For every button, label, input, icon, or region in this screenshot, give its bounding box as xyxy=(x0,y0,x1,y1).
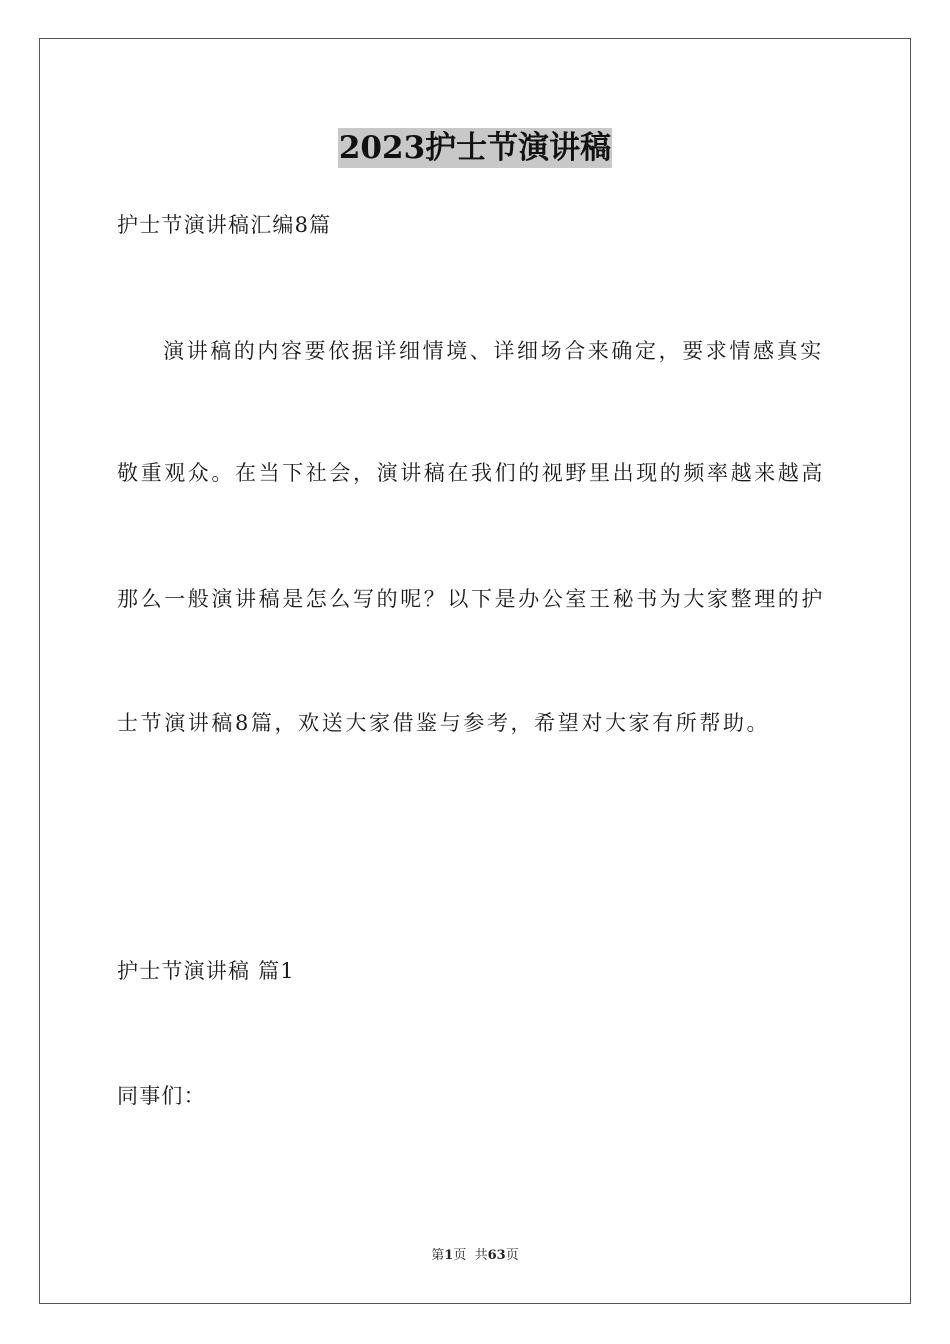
footer-page-total: 63 xyxy=(487,1248,506,1263)
intro-line-4: 士节演讲稿8篇，欢送大家借鉴与参考，希望对大家有所帮助。 xyxy=(117,711,771,735)
footer-page-mid: 页 共 xyxy=(453,1248,488,1263)
footer-page-prefix: 第 xyxy=(431,1248,445,1263)
title-container xyxy=(0,128,950,168)
intro-line-2: 敬重观众。在当下社会，演讲稿在我们的视野里出现的频率越来越高 xyxy=(117,461,825,485)
section-heading: 护士节演讲稿 篇1 xyxy=(117,959,295,983)
footer-page-current: 1 xyxy=(444,1248,454,1263)
salutation: 同事们： xyxy=(117,1084,206,1108)
document-title: 2023护士节演讲稿 xyxy=(338,130,612,166)
intro-line-1: 演讲稿的内容要依据详细情境、详细场合来确定，要求情感真实 xyxy=(163,339,824,363)
document-subtitle: 护士节演讲稿汇编8篇 xyxy=(117,213,332,237)
intro-line-3: 那么一般演讲稿是怎么写的呢？以下是办公室王秘书为大家整理的护 xyxy=(117,587,825,611)
page-footer xyxy=(0,1247,950,1265)
footer-page-suffix: 页 xyxy=(505,1248,519,1263)
